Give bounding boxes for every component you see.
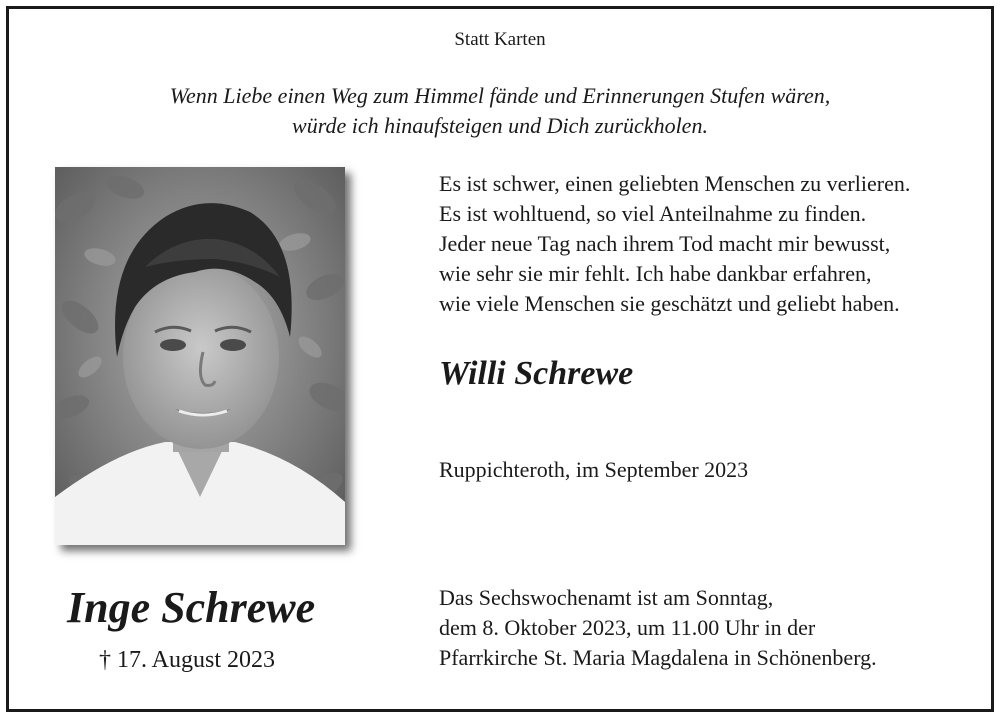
- service-line: Pfarrkirche St. Maria Magdalena in Schönenberg.: [439, 645, 877, 670]
- place-date: Ruppichteroth, im September 2023: [439, 457, 749, 482]
- obituary-frame: [6, 6, 994, 712]
- memorial-quote: [9, 81, 991, 141]
- portrait-image: [55, 167, 345, 545]
- text-line: wie sehr sie mir fehlt. Ich habe dankbar erfahren,: [439, 261, 872, 286]
- service-line: dem 8. Oktober 2023, um 11.00 Uhr in der: [439, 615, 816, 640]
- death-date: † 17. August 2023: [99, 647, 276, 673]
- gratitude-text: [439, 169, 910, 319]
- text-line: Es ist schwer, einen geliebten Menschen zu verlieren.: [439, 171, 911, 196]
- text-line: wie viele Menschen sie geschätzt und geliebt haben.: [439, 291, 900, 316]
- quote-line: würde ich hinaufsteigen und Dich zurückholen.: [292, 113, 708, 138]
- portrait-photo: [55, 167, 345, 545]
- service-announcement: [439, 583, 877, 673]
- text-line: Es ist wohltuend, so viel Anteilnahme zu finden.: [439, 201, 867, 226]
- signer-name: Willi Schrewe: [439, 355, 634, 392]
- deceased-name: Inge Schrewe: [67, 583, 316, 632]
- quote-line: Wenn Liebe einen Weg zum Himmel fände und Erinnerungen Stufen wären,: [169, 83, 831, 108]
- text-line: Jeder neue Tag nach ihrem Tod macht mir bewusst,: [439, 231, 891, 256]
- service-line: Das Sechswochenamt ist am Sonntag,: [439, 585, 774, 610]
- header-title: Statt Karten: [454, 29, 546, 50]
